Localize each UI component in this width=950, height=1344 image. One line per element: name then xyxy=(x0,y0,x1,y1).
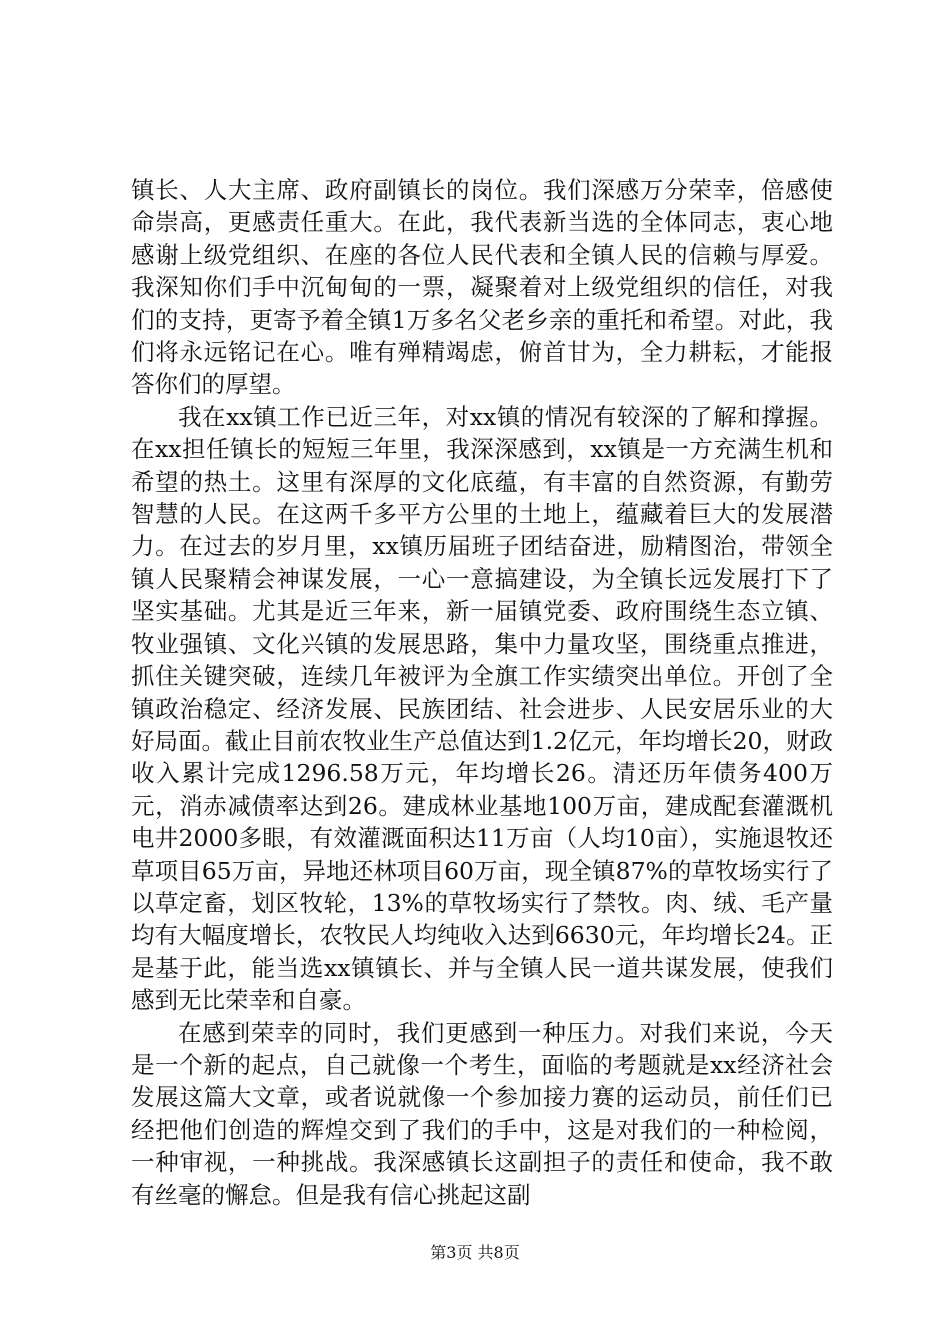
paragraph-1: 镇长、人大主席、政府副镇长的岗位。我们深感万分荣幸，倍感使命崇高，更感责任重大。在此，我代表新当选的全体同志，衷心地感谢上级党组织、在座的各位人民代表和全镇人民的信赖与厚爱。我深知你们手中沉甸甸的一票，凝聚着对上级党组织的信任，对我们的支持，更寄予着全镇1万多名父老乡亲的重托和希望。对此，我们将永远铭记在心。唯有殚精竭虑，俯首甘为，全力耕耘，才能报答你们的厚望。 xyxy=(131,176,833,399)
paragraph-2: 我在xx镇工作已近三年，对xx镇的情况有较深的了解和撑握。在xx担任镇长的短短三年里，我深深感到，xx镇是一方充满生机和希望的热土。这里有深厚的文化底蕴，有丰富的自然资源，有勤劳智慧的人民。在这两千多平方公里的土地上，蕴藏着巨大的发展潜力。在过去的岁月里，xx镇历届班子团结奋进，励精图治，带领全镇人民聚精会神谋发展，一心一意搞建设，为全镇长远发展打下了坚实基础。尤其是近三年来，新一届镇党委、政府围绕生态立镇、牧业强镇、文化兴镇的发展思路，集中力量攻坚，围绕重点推进，抓住关键突破，连续几年被评为全旗工作实绩突出单位。开创了全镇政治稳定、经济发展、民族团结、社会进步、人民安居乐业的大好局面。截止目前农牧业生产总值达到1.2亿元，年均增长20，财政收入累计完成1296.58万元，年均增长26。清还历年债务400万元，消赤减债率达到26。建成林业基地100万亩，建成配套灌溉机电井2000多眼，有效灌溉面积达11万亩（人均10亩），实施退牧还草项目65万亩，异地还林项目60万亩，现全镇87%的草牧场实行了以草定畜，划区牧轮，13%的草牧场实行了禁牧。肉、绒、毛产量均有大幅度增长，农牧民人均纯收入达到6630元，年均增长24。正是基于此，能当选xx镇镇长、并与全镇人民一道共谋发展，使我们感到无比荣幸和自豪。 xyxy=(131,402,833,1015)
paragraph-3: 在感到荣幸的同时，我们更感到一种压力。对我们来说，今天是一个新的起点，自己就像一个考生，面临的考题就是xx经济社会发展这篇大文章，或者说就像一个参加接力赛的运动员，前任们已经把他们创造的辉煌交到了我们的手中，这是对我们的一种检阅，一种审视，一种挑战。我深感镇长这副担子的责任和使命，我不敢有丝毫的懈怠。但是我有信心挑起这副 xyxy=(131,1018,833,1209)
document-body xyxy=(131,174,833,1211)
page-footer: 第3页 共8页 xyxy=(430,1243,520,1262)
